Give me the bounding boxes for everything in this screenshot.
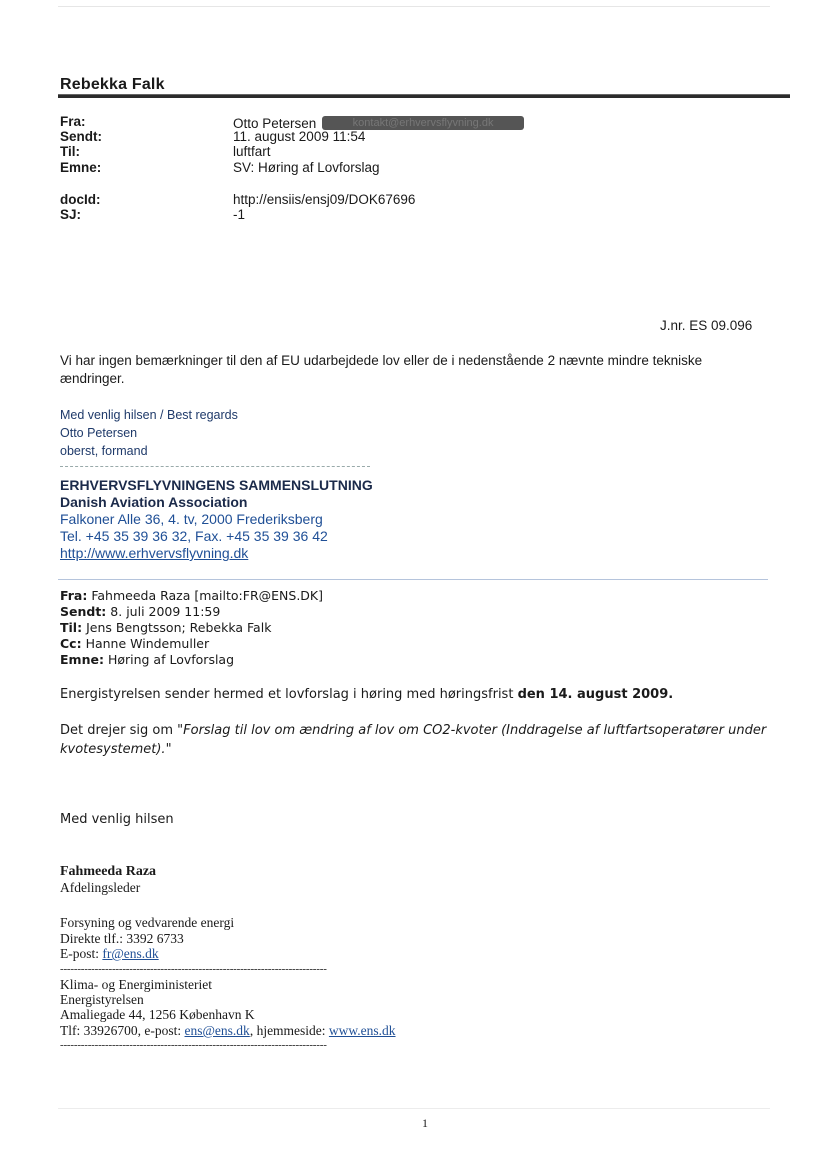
orig-sent-label: Sendt: (60, 604, 107, 619)
sender-direct-phone: Direkte tlf.: 3392 6733 (60, 931, 184, 946)
footer-rule (58, 1108, 770, 1109)
org-website-link[interactable]: http://www.erhvervsflyvning.dk (60, 545, 249, 561)
top-rule (58, 6, 770, 7)
agency-email-link[interactable]: ens@ens.dk (184, 1023, 250, 1038)
sender-email-link[interactable]: fr@ens.dk (102, 946, 159, 961)
orig-cc-row (60, 636, 209, 652)
journal-number: J.nr. ES 09.096 (660, 318, 753, 333)
agency-phone-text: Tlf: 33926700, e-post: (60, 1023, 185, 1038)
orig-cc-label: Cc: (60, 636, 82, 651)
reply-sender-title: oberst, formand (60, 444, 148, 458)
subject-value: SV: Høring af Lovforslag (233, 160, 380, 175)
orig-subject-value: Høring af Lovforslag (107, 652, 235, 667)
quoted-message-divider (58, 579, 768, 580)
sender-title: Afdelingsleder (60, 880, 141, 895)
orig-closing: Med venlig hilsen (60, 812, 174, 827)
redacted-email: kontakt@erhvervsflyvning.dk (322, 116, 524, 130)
orig-to-label: Til: (60, 620, 83, 635)
signature-dash-line-1: ----------------------------------------------------------------------------- (60, 963, 327, 975)
orig-cc-value: Hanne Windemuller (85, 636, 210, 651)
sender-email-row (60, 946, 159, 961)
orig-sent-value: 8. juli 2009 11:59 (110, 604, 221, 619)
page-number: 1 (422, 1116, 428, 1130)
signature-divider (60, 466, 370, 467)
agency-website-link[interactable]: www.ens.dk (328, 1023, 396, 1038)
sj-label: SJ: (60, 207, 82, 222)
subject-label: Emne: (60, 160, 102, 175)
sj-value: -1 (233, 207, 246, 222)
sender-name: Fahmeeda Raza (60, 864, 157, 879)
sender-department: Forsyning og vedvarende energi (60, 915, 235, 930)
sent-value: 11. august 2009 11:54 (233, 129, 366, 144)
mailbox-owner: Rebekka Falk (60, 76, 165, 93)
ministry-name: Klima- og Energiministeriet (60, 977, 212, 992)
agency-contact-row (60, 1023, 396, 1038)
agency-web-label: , hjemmeside: (249, 1023, 329, 1038)
orig-subject-label: Emne: (60, 652, 104, 667)
org-name: ERHVERVSFLYVNINGENS SAMMENSLUTNING (60, 477, 373, 493)
docid-value: http://ensiis/ensj09/DOK67696 (233, 192, 416, 207)
header-rule (58, 94, 790, 98)
sent-label: Sendt: (60, 129, 102, 144)
deadline-text: den 14. august 2009. (517, 687, 674, 702)
reply-body: Vi har ingen bemærkninger til den af EU udarbejdede lov eller de i nedenstående 2 nævnte mindre tekniske ændringer. (60, 353, 703, 386)
orig-to-row (60, 620, 271, 636)
from-label: Fra: (60, 114, 86, 129)
orig-body-paragraph-2 (60, 721, 770, 759)
reply-greeting: Med venlig hilsen / Best regards (60, 408, 238, 422)
from-name: Otto Petersen (233, 116, 317, 131)
to-label: Til: (60, 144, 80, 159)
sender-email-label: E-post: (60, 946, 103, 961)
orig-from-label: Fra: (60, 588, 88, 603)
agency-address: Amaliegade 44, 1256 København K (60, 1007, 255, 1022)
orig-body-text: Energistyrelsen sender hermed et lovforslag i høring med høringsfrist (60, 687, 518, 702)
reply-signature (60, 406, 238, 460)
orig-subject-row (60, 652, 234, 668)
agency-name: Energistyrelsen (60, 992, 144, 1007)
bill-title: "Forslag til lov om ændring af lov om CO2-kvoter (Inddragelse af luftfartsoperatører under kvotesystemet)." (60, 723, 767, 757)
signature-dash-line-2: ----------------------------------------------------------------------------- (60, 1039, 327, 1051)
orig-to-value: Jens Bengtsson; Rebekka Falk (86, 620, 272, 635)
orig-body-paragraph-1 (60, 685, 770, 704)
reply-sender-name: Otto Petersen (60, 426, 138, 440)
org-address: Falkoner Alle 36, 4. tv, 2000 Frederiksberg (60, 511, 323, 527)
orig-body-text-2: Det drejer sig om (60, 723, 178, 738)
orig-from-row (60, 588, 323, 604)
docid-label: docId: (60, 192, 101, 207)
orig-sent-row (60, 604, 220, 620)
org-phone: Tel. +45 35 39 36 32, Fax. +45 35 39 36 42 (60, 528, 328, 544)
org-name-english: Danish Aviation Association (60, 494, 248, 510)
to-value: luftfart (233, 144, 271, 159)
orig-from-value: Fahmeeda Raza [mailto:FR@ENS.DK] (91, 588, 323, 603)
